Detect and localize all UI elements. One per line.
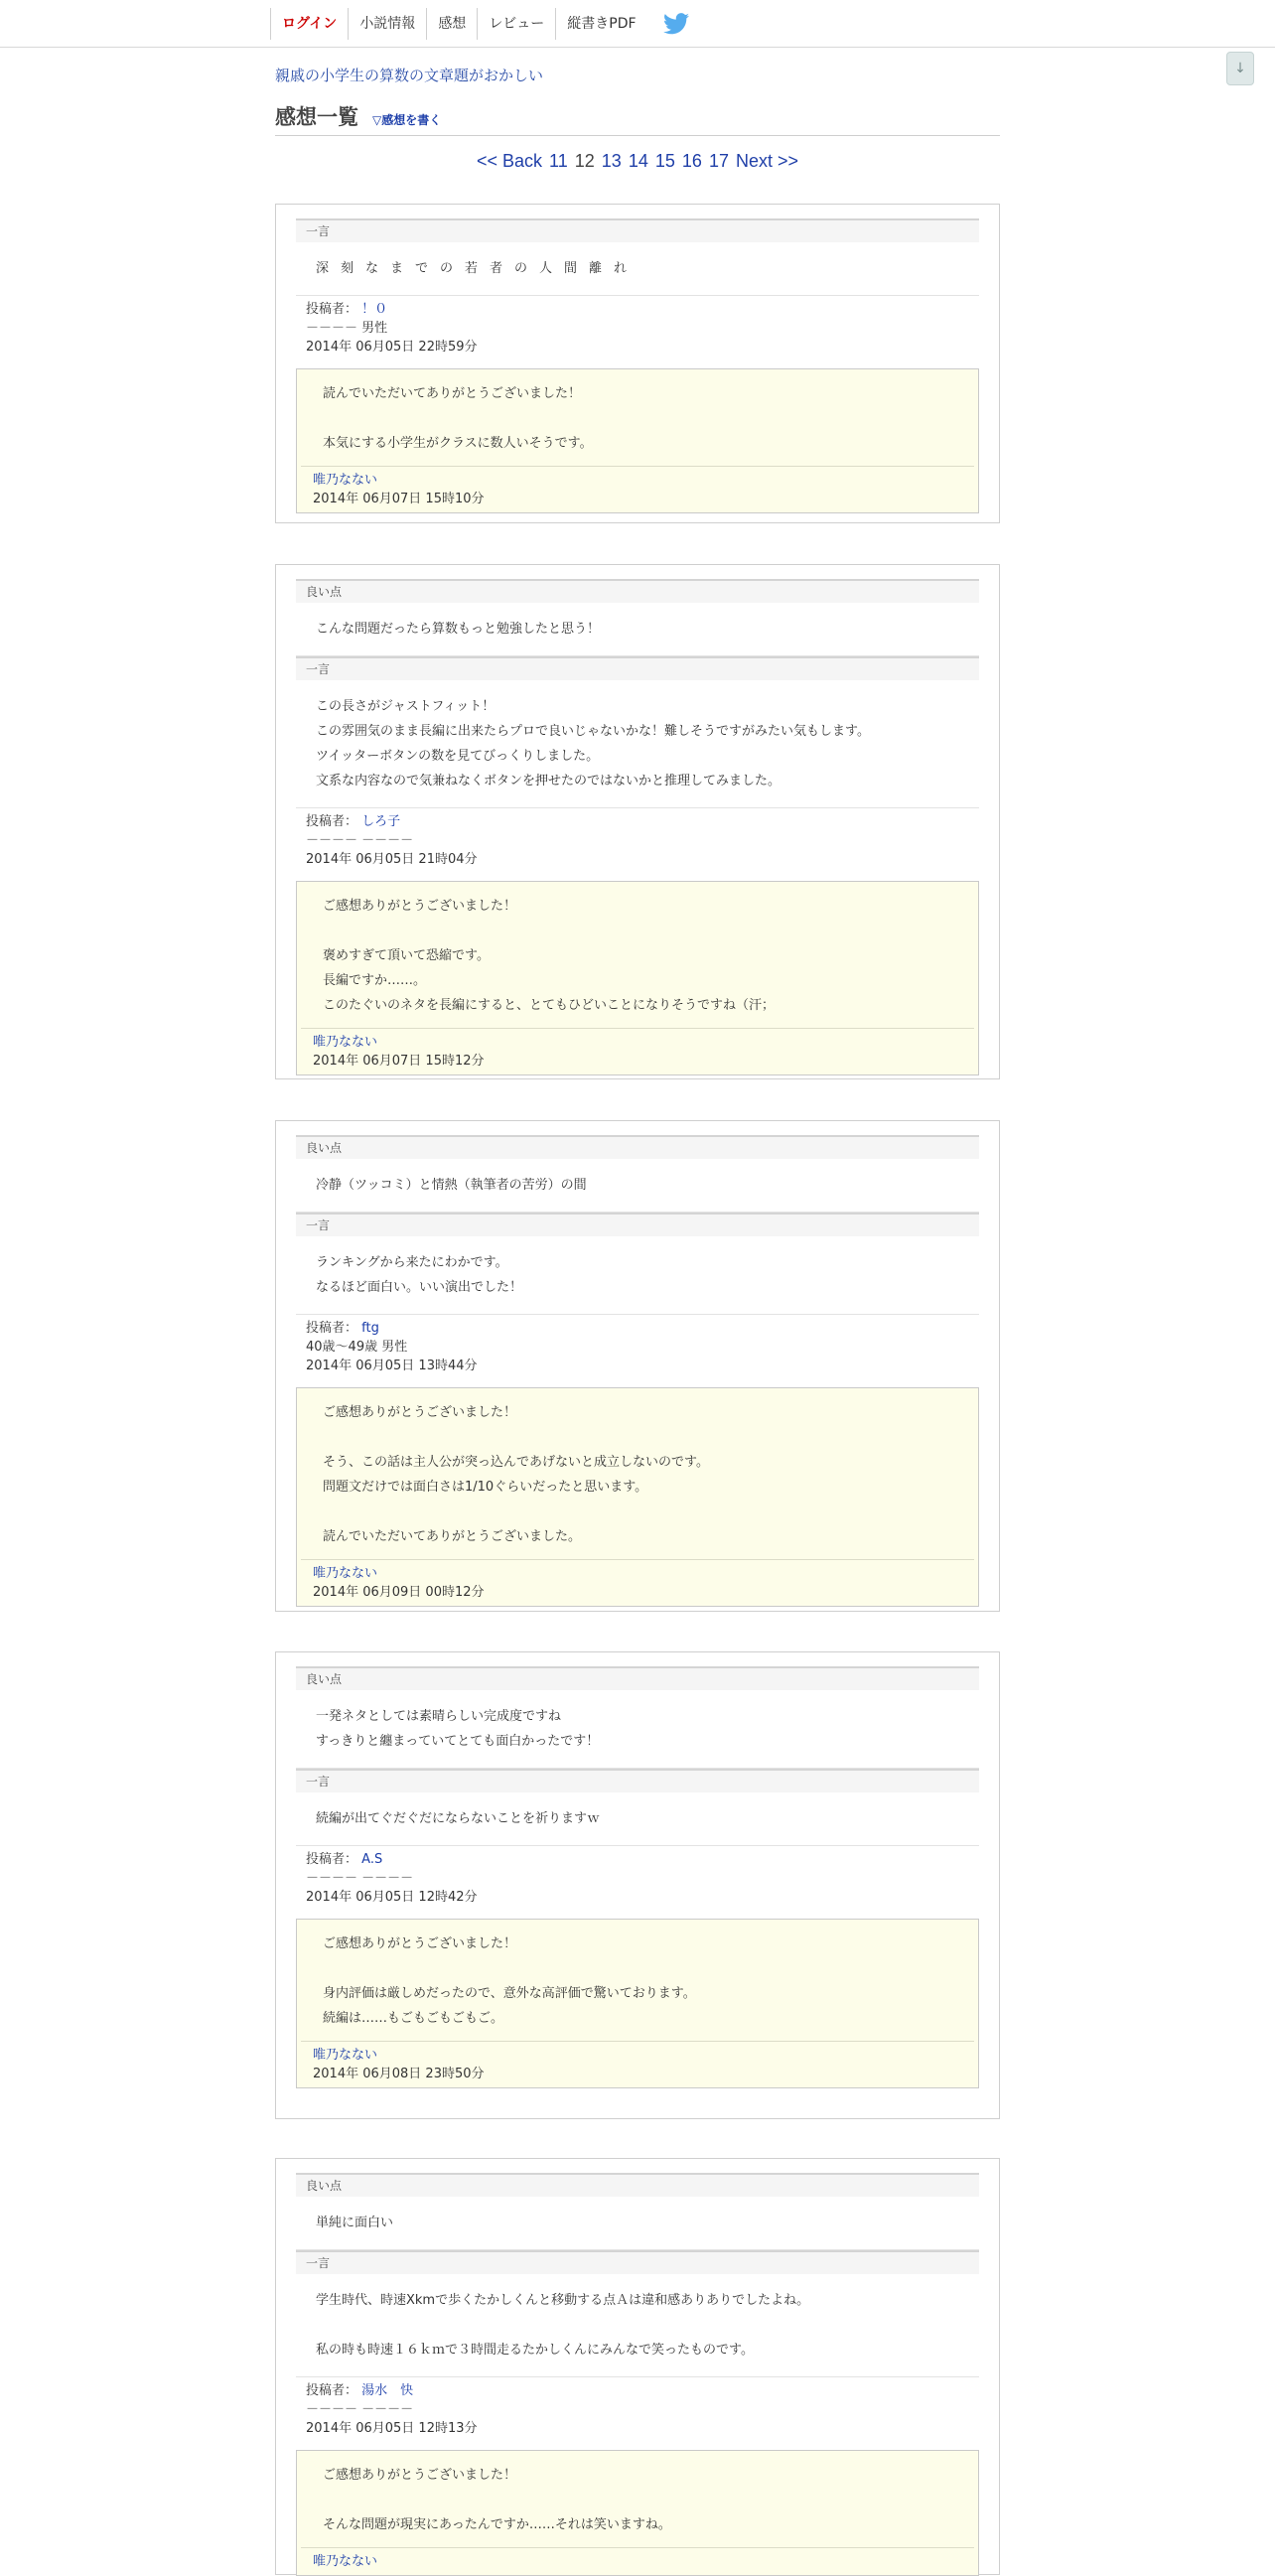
poster-meta [296, 2377, 979, 2438]
section-text: 続編が出てぐだぐだにならないことを祈りますｗ [296, 1792, 979, 1846]
twitter-bird-icon[interactable] [663, 13, 689, 35]
scroll-down-button[interactable]: ↓ [1226, 52, 1254, 85]
section-text: 冷静（ツッコミ）と情熱（執筆者の苦労）の間 [296, 1159, 979, 1213]
post-date: 2014年 06月05日 12時13分 [306, 2421, 478, 2436]
post-date: 2014年 06月05日 12時42分 [306, 1890, 478, 1905]
poster-label: 投稿者： [306, 1852, 358, 1867]
section-text: この長さがジャストフィット！ この雰囲気のまま長編に出来たらプロで良いじゃないかな！難しそうですがみたい気もします。 ツイッターボタンの数を見てびっくりしました。 文系な内容なので気兼ねなくボタンを押せたのではないかと推理してみました。 [296, 680, 979, 808]
reply-text: ご感想ありがとうございました！ そんな問題が現実にあったんですか……それは笑いますね。 [301, 2451, 974, 2548]
write-impression-link[interactable]: ▽感想を書く [372, 113, 442, 127]
pager-page-16[interactable]: 16 [681, 151, 702, 171]
post-date: 2014年 06月05日 21時04分 [306, 852, 478, 867]
poster-meta [296, 1315, 979, 1375]
section-label: 一言 [296, 1769, 979, 1792]
main-content [275, 48, 1000, 2569]
reply-meta [297, 1560, 978, 1606]
nav-vertical-pdf-link[interactable]: 縦書きPDF [555, 8, 646, 40]
section-label: 良い点 [296, 1666, 979, 1690]
reply-date: 2014年 06月09日 00時12分 [313, 1585, 485, 1600]
section-label: 良い点 [296, 1135, 979, 1159]
section-text: ランキングから来たにわかです。 なるほど面白い。いい演出でした！ [296, 1236, 979, 1315]
pager-back-link[interactable]: << Back [476, 151, 542, 171]
nav-review-link[interactable]: レビュー [477, 8, 555, 40]
poster-label: 投稿者： [306, 814, 358, 829]
review-card [275, 564, 1000, 1079]
poster-name-link[interactable]: A.S [361, 1852, 383, 1867]
reply-author-link[interactable]: 唯乃なない [313, 2554, 378, 2569]
poster-meta [296, 1846, 979, 1907]
author-reply [296, 881, 979, 1075]
reply-text: 読んでいただいてありがとうございました！ 本気にする小学生がクラスに数人いそうです。 [301, 369, 974, 467]
reply-author-link[interactable]: 唯乃なない [313, 1035, 378, 1050]
reply-text: ご感想ありがとうございました！ 褒めすぎて頂いて恐縮です。 長編ですか……。 このたぐいのネタを長編にすると、とてもひどいことになりそうですね（汗； [301, 882, 974, 1029]
post-date: 2014年 06月05日 22時59分 [306, 340, 478, 355]
poster-profile: 40歳～49歳 男性 [306, 1340, 408, 1355]
section-label: 一言 [296, 218, 979, 242]
section-label: 一言 [296, 2250, 979, 2274]
section-label: 良い点 [296, 579, 979, 603]
reply-date: 2014年 06月07日 15時12分 [313, 1054, 485, 1069]
post-date: 2014年 06月05日 13時44分 [306, 1359, 478, 1373]
section-text: 深刻なまでの若者の人間離れ [296, 242, 979, 296]
author-reply [296, 368, 979, 513]
review-card [275, 1651, 1000, 2119]
section-label: 一言 [296, 656, 979, 680]
section-text: 学生時代、時速Xkmで歩くたかしくんと移動する点Ａは違和感ありありでしたよね。 私の時も時速１６ｋｍで３時間走るたかしくんにみんなで笑ったものです。 [296, 2274, 979, 2377]
reply-author-link[interactable]: 唯乃なない [313, 473, 378, 488]
nav-impressions-link[interactable]: 感想 [426, 8, 477, 40]
novel-title-link[interactable]: 親戚の小学生の算数の文章題がおかしい [275, 67, 544, 84]
nav-login-link[interactable]: ログイン [270, 8, 348, 40]
poster-profile: －－－－ －－－－ [306, 1871, 414, 1886]
pagination [275, 150, 1000, 172]
section-text: こんな問題だったら算数もっと勉強したと思う！ [296, 603, 979, 656]
review-card [275, 1120, 1000, 1612]
reply-text: ご感想ありがとうございました！ そう、この話は主人公が突っ込んであげないと成立しないのです。 問題文だけでは面白さは1/10ぐらいだったと思います。 読んでいただいてありがとうございました。 [301, 1388, 974, 1560]
reply-meta [297, 1029, 978, 1074]
pager-page-11[interactable]: 11 [549, 151, 568, 171]
section-text: 単純に面白い [296, 2197, 979, 2250]
pager-page-13[interactable]: 13 [601, 151, 622, 171]
reply-author-link[interactable]: 唯乃なない [313, 1566, 378, 1581]
page-heading-bar [275, 104, 1000, 136]
pager-next-link[interactable]: Next >> [736, 151, 799, 171]
section-label: 良い点 [296, 2173, 979, 2197]
poster-label: 投稿者： [306, 2383, 358, 2398]
reply-meta [297, 467, 978, 512]
poster-name-link[interactable]: ！０ [361, 302, 388, 317]
reply-text: ご感想ありがとうございました！ 身内評価は厳しめだったので、意外な高評価で驚いております。 続編は……もごもごもごもご。 [301, 1920, 974, 2042]
review-card [275, 2158, 1000, 2575]
reply-meta [297, 2548, 978, 2575]
poster-name-link[interactable]: 湯水 快 [361, 2383, 414, 2398]
poster-meta [296, 808, 979, 869]
poster-profile: －－－－ －－－－ [306, 2402, 414, 2417]
review-card [275, 204, 1000, 523]
pager-page-14[interactable]: 14 [628, 151, 648, 171]
pager-page-17[interactable]: 17 [708, 151, 729, 171]
author-reply [296, 1919, 979, 2088]
page-title: 感想一覧 [275, 105, 358, 129]
global-nav [0, 0, 1275, 48]
poster-label: 投稿者： [306, 1321, 358, 1336]
reply-date: 2014年 06月08日 23時50分 [313, 2067, 485, 2081]
poster-meta [296, 296, 979, 357]
pager-current-page: 12 [574, 151, 595, 171]
author-reply [296, 1387, 979, 1607]
reply-date: 2014年 06月07日 15時10分 [313, 492, 485, 506]
section-text: 一発ネタとしては素晴らしい完成度ですね すっきりと纏まっていてとても面白かったです！ [296, 1690, 979, 1769]
pager-page-15[interactable]: 15 [654, 151, 675, 171]
poster-profile: －－－－ －－－－ [306, 833, 414, 848]
section-label: 一言 [296, 1213, 979, 1236]
author-reply [296, 2450, 979, 2576]
poster-name-link[interactable]: しろ子 [361, 814, 401, 829]
reply-author-link[interactable]: 唯乃なない [313, 2048, 378, 2063]
reply-meta [297, 2042, 978, 2087]
poster-profile: －－－－ 男性 [306, 321, 388, 336]
poster-label: 投稿者： [306, 302, 358, 317]
nav-novel-info-link[interactable]: 小説情報 [348, 8, 426, 40]
poster-name-link[interactable]: ftg [361, 1321, 379, 1336]
